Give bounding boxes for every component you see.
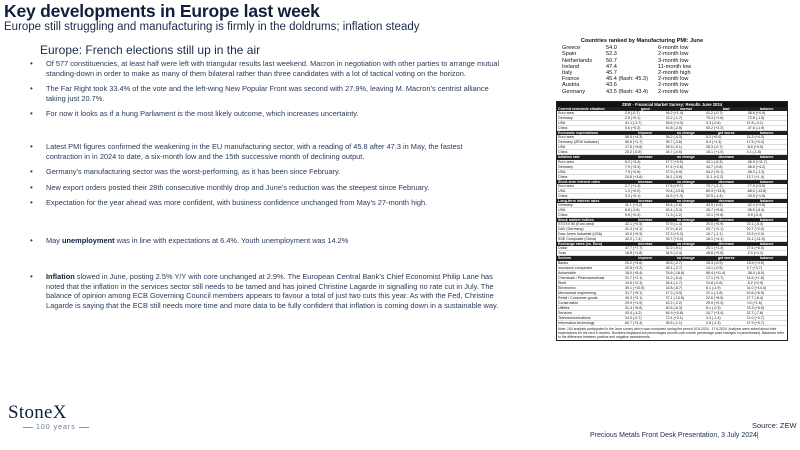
zew-cell: 37.1 (-10.6) <box>665 295 685 300</box>
zew-cell: 52.8 (-8.7) <box>665 285 683 290</box>
pmi-comment: 6-month low <box>658 45 689 52</box>
zew-cell: 5.1 (-1.5) <box>746 150 762 155</box>
zew-cell: 29.9 (+1.9) <box>625 300 643 305</box>
zew-column-header: no change <box>676 256 695 261</box>
zew-cell: 37.9 (-6.2) <box>665 227 683 232</box>
zew-cell: 64.1 (-5.8) <box>665 174 683 179</box>
zew-cell: 55.5 (-2.7) <box>665 260 683 265</box>
zew-row-label: Euro area <box>558 183 574 188</box>
zew-cell: 47.2 (-3.9) <box>665 290 683 295</box>
zew-cell: 8.1 (-0.3) <box>706 305 721 310</box>
pmi-country: France <box>562 76 580 83</box>
zew-cell: 13.9 (+4.5) <box>746 260 764 265</box>
zew-cell: -36.8 (+4.2) <box>746 164 766 169</box>
zew-row-label: Germany (ZEW Indicator) <box>558 140 599 145</box>
zew-row-label: Utilities <box>558 305 570 310</box>
zew-cell: 22.2 (-1.7) <box>665 116 683 121</box>
zew-row-label: Telecommunications <box>558 316 591 321</box>
bullet-item: • Of 577 constituencies, at least half were left with triangular results last weekend. Macron in negotiation with other parties to arrange mutual standing-down in order to make as many of them bilateral rather than three candidates with a lot of tactical voting on the horizon. <box>30 59 500 78</box>
zew-cell: -29.5 (+1.5) <box>746 193 766 198</box>
zew-cell: 57.9 (+5.7) <box>746 321 764 326</box>
zew-cell: 38.2 (-4.3) <box>665 135 683 140</box>
zew-cell: 29.9 (+0.3) <box>706 300 724 305</box>
zew-column-header: decrease <box>718 198 735 203</box>
zew-cell: 10.6 (+6.9) <box>746 290 764 295</box>
zew-row-label: China <box>558 126 568 131</box>
zew-cell: 17.6 (+4.6) <box>625 145 643 150</box>
zew-cell: 20.8 (+3.2) <box>625 265 643 270</box>
zew-cell: 71.3 (-1.2) <box>665 213 683 218</box>
zew-table-title: ZEW - Financial Market Survey: Results June 2024 <box>557 102 787 107</box>
zew-column-header: good <box>640 107 650 111</box>
pmi-country: Germany <box>562 88 586 95</box>
zew-section-name: Long-term interest rates <box>558 198 600 203</box>
zew-cell: 15.3 (-0.9) <box>706 260 723 265</box>
zew-row-label: Chemicals / Pharmaceuticals <box>558 275 605 280</box>
zew-cell: 22.1 (-0.4) <box>746 222 764 227</box>
zew-cell: 20.0 (+0.9) <box>706 222 724 227</box>
zew-row-label: Electronics <box>558 285 576 290</box>
zew-cell: 7.9 (+0.8) <box>625 169 641 174</box>
zew-cell: 29.4 (-13.8) <box>665 188 685 193</box>
pmi-comment: 2-month low <box>658 88 689 95</box>
zew-row-label: USA <box>558 145 566 150</box>
zew-cell: 42.2 (-7.4) <box>625 237 642 242</box>
zew-row-label: SSE Composite (China) <box>558 237 597 242</box>
pmi-value: 50.7 <box>606 57 617 64</box>
bullet-text: May <box>46 236 63 245</box>
zew-cell: 2.6 (-0.7) <box>625 111 640 116</box>
zew-column-header: decrease <box>718 242 735 247</box>
zew-cell: 44.7 (-0.8) <box>706 164 723 169</box>
zew-row-label: DAX (Germany) <box>558 227 584 232</box>
zew-survey-table <box>556 101 788 341</box>
zew-cell: 20.1 (+1.4) <box>706 246 724 251</box>
zew-cell: 43.5 (-0.6) <box>706 202 723 207</box>
bullet-list-unemployment <box>30 236 500 252</box>
zew-row-label: Dollar <box>558 246 568 251</box>
pmi-country: Netherlands <box>562 57 593 64</box>
zew-cell: -38.4 (-6.0) <box>746 270 765 275</box>
zew-cell: -46.3 (-1.3) <box>746 169 765 174</box>
bullet-item: • New export orders posted their 28th consecutive monthly drop and June’s reduction was the steepest since February. <box>30 183 500 193</box>
zew-cell: 50.6 (+1.7) <box>625 140 643 145</box>
zew-cell: 72.4 (+2.1) <box>665 316 683 321</box>
zew-cell: 40.3 (+2.1) <box>625 295 643 300</box>
zew-row-label: Germany <box>558 164 573 169</box>
zew-cell: -5.2 (+2.9) <box>746 280 764 285</box>
bullet-item-unemployment <box>30 236 500 246</box>
zew-cell: 65.1 (-2.7) <box>665 265 683 270</box>
zew-cell: 64.5 (-2.4) <box>665 251 683 256</box>
zew-cell: 55.4 (-1.7) <box>665 280 683 285</box>
pmi-country: Austria <box>562 82 580 89</box>
pmi-table-rows <box>562 45 722 95</box>
zew-row-label: USA <box>558 169 566 174</box>
zew-cell: 24.8 (-0.6) <box>706 280 723 285</box>
zew-row-label: Germany <box>558 202 573 207</box>
zew-cell: 10.7 (+3.4) <box>706 310 724 315</box>
zew-cell: 31.7 (+1.1) <box>625 275 643 280</box>
zew-column-header: no change <box>676 131 695 136</box>
zew-cell: 0.0 (+1.6) <box>746 300 762 305</box>
bullet-item: • Expectation for the year ahead was more confident, with business confidence unchanged from May’s 27-month high. <box>30 198 500 208</box>
zew-cell: 17.7 (-6.4) <box>746 295 764 300</box>
zew-cell: -38.6 (+0.0) <box>746 111 766 116</box>
zew-cell: 21.1 (-1.8) <box>706 290 723 295</box>
zew-row-label: China <box>558 174 568 179</box>
zew-column-header: increase <box>637 179 653 184</box>
zew-cell: 26.3 (-0.7) <box>706 145 723 150</box>
zew-cell: 23.3 (+6.9) <box>746 305 764 310</box>
zew-cell: 47.7 (+0.9) <box>665 159 683 164</box>
zew-cell: 75.3 (+1.6) <box>706 116 724 121</box>
bullet-item-inflation <box>30 272 500 310</box>
zew-column-header: decrease <box>718 179 735 184</box>
zew-cell: 18.0 (+5.4) <box>625 270 643 275</box>
pmi-value: 43.6 <box>606 82 617 89</box>
zew-cell: 8.1 (-1.9) <box>706 285 721 290</box>
pmi-comment: 2-month low <box>658 82 689 89</box>
zew-column-header: get worse <box>717 131 735 136</box>
zew-cell: 14.1 (-0.5) <box>706 265 723 270</box>
zew-row-label: Euro area <box>558 135 574 140</box>
zew-row-label: China <box>558 213 568 218</box>
zew-row-label: Steel <box>558 280 567 285</box>
zew-row-label: USA <box>558 121 566 126</box>
zew-cell: 11.1 (+2.2) <box>706 174 724 179</box>
zew-cell: 19.6 (+2.3) <box>625 280 643 285</box>
zew-row-label: Germany <box>558 116 573 121</box>
zew-column-header: bad <box>723 107 730 111</box>
pmi-value: 45.4 (flash: 45.3) <box>606 76 648 83</box>
zew-column-header: no change <box>676 242 695 247</box>
zew-cell: 13.7 (+1.4) <box>746 174 764 179</box>
pmi-country: Italy <box>562 70 573 77</box>
zew-row-label: Yuan <box>558 251 567 256</box>
zew-cell: 6.7 (+3.7) <box>746 265 762 270</box>
logo-tagline: 100 years <box>20 424 92 431</box>
zew-cell: 51.2 (-5.4) <box>665 275 683 280</box>
zew-column-header: balance <box>760 242 774 247</box>
bullet-keyword: unemployment <box>62 236 115 245</box>
zew-cell: 42.1 (+0.5) <box>625 222 643 227</box>
zew-row-label: USA <box>558 207 566 212</box>
zew-cell: -77.0 (+3.5) <box>746 183 766 188</box>
zew-cell: 60.7 (+3.4) <box>625 321 643 326</box>
zew-section-name: Exchange rates (vs. Euro) <box>558 242 603 247</box>
zew-row-label: Insurance companies <box>558 265 593 270</box>
pmi-value: 47.4 <box>606 63 617 70</box>
zew-cell: 59.9 (-0.1) <box>665 145 683 150</box>
pmi-ranking-table <box>562 38 722 95</box>
zew-row-label: Dow Jones Industrial (USA) <box>558 232 603 237</box>
zew-cell: -36.9 (-6.4) <box>746 207 765 212</box>
zew-row-label: Euro area <box>558 111 574 116</box>
zew-cell: -68.0 (-13.8) <box>746 188 767 193</box>
zew-cell: 2.5 (+0.1) <box>625 116 641 121</box>
zew-cell: 21.0 (+0.7) <box>746 316 764 321</box>
zew-cell: 47.4 (+2.6) <box>665 164 683 169</box>
zew-cell: 51.3 (+4.3) <box>746 135 764 140</box>
zew-column-header: balance <box>760 198 774 203</box>
source-label: Source: ZEW <box>752 421 797 430</box>
zew-cell: 45.4 (-5.3) <box>665 207 683 212</box>
zew-section-name: Economic expectations <box>558 131 599 136</box>
zew-cell: 19.1 (+0.8) <box>706 213 724 218</box>
zew-cell: 32.7 (-7.6) <box>746 310 764 315</box>
zew-cell: 64.5 (+1.3) <box>665 193 683 198</box>
zew-cell: 69.3 (+13.8) <box>706 188 726 193</box>
footer-text: Precious Metals Front Desk Presentation, 3 July 2024| <box>590 432 759 439</box>
zew-row-label: Services <box>558 310 572 315</box>
zew-section-name: Stock market indices <box>558 218 594 223</box>
zew-cell: 9.6 (+0.4) <box>625 213 641 218</box>
zew-cell: 22.6 (+8.5) <box>706 295 724 300</box>
pmi-country: Ireland <box>562 63 580 70</box>
zew-cell: 40.2 (-2.2) <box>665 300 683 305</box>
zew-column-header: balance <box>760 179 774 184</box>
zew-cell: 27.6 (+6.3) <box>746 246 764 251</box>
stonex-logo: StoneX <box>8 402 67 423</box>
zew-cell: 3.0 (+0.1) <box>625 193 641 198</box>
zew-cell: 46.9 (+0.8) <box>665 310 683 315</box>
zew-cell: 24.1 (-11.5) <box>746 237 765 242</box>
zew-column-header: increase <box>637 155 653 160</box>
zew-cell: 3.3 (-1.4) <box>706 316 721 321</box>
zew-cell: 16.8 (+1.8) <box>625 251 643 256</box>
zew-cell: 37.8 (-3.1) <box>746 121 764 126</box>
pmi-value: 45.7 <box>606 70 617 77</box>
zew-row-label: China <box>558 193 568 198</box>
zew-cell: 37.9 (-0.9) <box>665 169 683 174</box>
zew-cell: 39.7 (+3.3) <box>665 237 683 242</box>
pmi-comment: 2-month high <box>658 70 691 77</box>
zew-column-header: balance <box>760 155 774 160</box>
pmi-value: 43.5 (flash: 43.4) <box>606 88 648 95</box>
zew-row-label: China <box>558 150 568 155</box>
zew-cell: 60.5 (-6.3) <box>665 305 683 310</box>
zew-cell: 29.2 (+3.6) <box>625 260 643 265</box>
zew-cell: 45.7 (+5.8) <box>706 207 724 212</box>
zew-cell: 18.1 (+4.1) <box>706 237 724 242</box>
zew-row-label: Retail / Consumer goods <box>558 295 598 300</box>
zew-cell: 2.7 (+1.4) <box>625 183 641 188</box>
zew-cell: 32.2 (-9.1) <box>665 246 683 251</box>
zew-row-label: Mechanical engineering <box>558 290 596 295</box>
zew-cell: -2.0 (+1.2) <box>746 251 764 256</box>
zew-cell: 43.1 (-6.3) <box>706 159 723 164</box>
zew-column-header: no change <box>676 198 695 203</box>
zew-column-header: balance <box>760 218 774 223</box>
zew-cell: 17.6 (+0.7) <box>665 183 683 188</box>
zew-cell: 37.9 (-1.4) <box>665 222 683 227</box>
zew-cell: 40.8 (-2.5) <box>665 126 683 131</box>
zew-cell: 35.7 (-3.6) <box>665 140 683 145</box>
zew-cell: 8.4 (+1.3) <box>706 140 722 145</box>
zew-cell: 2.8 (-2.3) <box>706 321 721 326</box>
zew-table-note: Note: 154 analysts participated in the June survey which was conducted during the period 10.6.2024 - 17.6.2024. Analysts were asked about their expectations for the next 6 months. Numbers displayed are percentages (month-over-month percentage point changes in parentheses). Balances refer to the difference between positive and negative assessments. <box>558 327 784 340</box>
zew-column-header: improve <box>638 256 653 261</box>
zew-cell: 32.5 (-1.4) <box>706 193 723 198</box>
zew-row-label: Information technology <box>558 321 595 326</box>
zew-cell: 79.7 (-2.1) <box>706 183 723 188</box>
zew-cell: 23.3 (+2.0) <box>746 232 764 237</box>
zew-cell: 20.2 (-0.5) <box>625 150 642 155</box>
zew-column-header: increase <box>637 218 653 223</box>
zew-cell: -8.5 (+4.5) <box>746 145 764 150</box>
zew-table-body <box>557 107 787 326</box>
zew-column-header: balance <box>760 131 774 136</box>
zew-row-label: USA <box>558 188 566 193</box>
zew-cell: 17.1 (+0.7) <box>706 275 724 280</box>
bullet-list-pmi <box>30 142 500 214</box>
zew-column-header: no change <box>676 218 695 223</box>
zew-row-label: Banks <box>558 260 568 265</box>
page-subtitle: Europe still struggling and manufacturing is firmly in the doldrums; inflation steady <box>4 21 420 33</box>
zew-cell: -72.8 (-1.5) <box>746 116 765 121</box>
pmi-table-title: Countries ranked by Manufacturing PMI: June <box>580 38 704 44</box>
zew-cell: 18.8 (+0.6) <box>706 251 724 256</box>
bullet-list-elections <box>30 59 500 125</box>
bullet-list-inflation <box>30 272 500 316</box>
zew-cell: 5.6 (+0.3) <box>625 126 641 131</box>
bullet-keyword: Inflation <box>46 272 75 281</box>
zew-column-header: balance <box>760 107 774 111</box>
zew-cell: 56.5 (+4.3) <box>625 135 643 140</box>
zew-cell: 20.7 (+2.0) <box>746 227 764 232</box>
zew-cell: 31.4 (+6.6) <box>625 305 643 310</box>
bullet-item: • The Far Right took 33.4% of the vote and the left-wing New Popular Front was second with 27.9%, leaving M. Macron’s centrist alliance taking just 20.7%. <box>30 84 500 103</box>
zew-section-name: Current economic situation <box>558 107 605 111</box>
zew-row-label: Construction <box>558 300 579 305</box>
bullet-item: • Germany’s manufacturing sector was the worst-performing, as it has been since February. <box>30 167 500 177</box>
zew-column-header: get worse <box>717 256 735 261</box>
zew-cell: 43.4 (-4.2) <box>625 310 642 315</box>
zew-cell: 5.2 (+0.0) <box>706 135 722 140</box>
zew-column-header: normal <box>679 107 692 111</box>
zew-column-header: decrease <box>718 155 735 160</box>
zew-cell: 3.3 (-0.6) <box>706 121 721 126</box>
zew-column-header: increase <box>637 198 653 203</box>
zew-cell: 25.6 (-16.8) <box>665 270 685 275</box>
bullet-text: slowed in June, posting 2.5% Y/Y with core unchanged at 2.9%. The European Central Bank’s Chief Economist Philip Lane has noted that the inflation in the services sector still needs to be tamed and has joined Christine Lagarde in signalling no rate cut in July. The balance of opinion among ECB Governing Council members appears to favour a total of just two cuts this year. As with the Fed, Christine Lagarde is saying that the ECB still needs more time and more data to be fully confident that inflation is coming down in a sustainable way. <box>46 272 499 310</box>
zew-cell: 36.5 (-1.1) <box>665 321 683 326</box>
pmi-comment: 11-month low <box>658 63 692 70</box>
zew-column-header: no change <box>676 179 695 184</box>
zew-cell: 37.3 (+0.2) <box>665 232 683 237</box>
pmi-value: 54.0 <box>606 45 617 52</box>
pmi-country: Greece <box>562 45 581 52</box>
zew-cell: 19.7 (-1.1) <box>706 232 723 237</box>
page-title: Key developments in Europe last week <box>4 1 320 21</box>
zew-cell: 20.7 (+2.1) <box>706 227 724 232</box>
zew-cell: 56.2 (+1.4) <box>665 111 683 116</box>
zew-cell: 8.8 (-0.6) <box>625 207 640 212</box>
zew-cell: 56.4 (+11.4) <box>706 270 726 275</box>
zew-cell: 41.2 (-0.7) <box>706 111 723 116</box>
zew-cell: 24.3 (-0.7) <box>625 316 642 321</box>
pmi-comment: 3-month low <box>658 57 689 64</box>
zew-cell: 64.7 (-0.6) <box>665 150 683 155</box>
section-heading: Europe: French elections still up in the air <box>40 43 261 57</box>
bullet-text: was in line with expectations at 6.4%. Youth unemployment was 14.2% <box>114 236 349 245</box>
zew-row-label: STOXX 50 (Euro area) <box>558 222 595 227</box>
zew-row-label: Automobile <box>558 270 576 275</box>
zew-section-name: Sectors <box>558 256 572 261</box>
zew-cell: -47.6 (-1.9) <box>746 126 765 131</box>
zew-cell: 1.3 (+0.0) <box>625 188 641 193</box>
pmi-row <box>562 89 722 95</box>
zew-cell: 47.7 (+7.7) <box>625 246 643 251</box>
zew-column-header: balance <box>760 256 774 261</box>
zew-column-header: improve <box>638 131 653 136</box>
zew-row-label: Euro area <box>558 159 574 164</box>
zew-cell: 54.2 (+0.1) <box>706 169 724 174</box>
zew-cell: 15.1 (+1.0) <box>706 150 724 155</box>
zew-cell: 39.1 (+10.5) <box>625 285 645 290</box>
zew-cell: 31.7 (+5.1) <box>625 290 643 295</box>
zew-column-header: no change <box>676 155 695 160</box>
zew-section-name: Inflation rate <box>558 155 580 160</box>
zew-cell: 43.0 (+0.9) <box>625 232 643 237</box>
zew-cell: 53.2 (+2.2) <box>706 126 724 131</box>
pmi-value: 52.3 <box>606 51 617 58</box>
zew-section-name: Short-term interest rates <box>558 179 600 184</box>
zew-cell: -9.5 (-0.4) <box>746 213 763 218</box>
zew-cell: -32.4 (+3.8) <box>746 202 766 207</box>
zew-cell: 55.6 (+4.3) <box>665 121 683 126</box>
pmi-country: Spain <box>562 51 577 58</box>
zew-cell: 24.8 (+3.6) <box>625 174 643 179</box>
zew-cell: 11.1 (+3.2) <box>625 202 643 207</box>
zew-cell: 14.6 (+1.8) <box>746 275 764 280</box>
zew-cell: 41.4 (+4.1) <box>625 227 643 232</box>
bullet-item: • Latest PMI figures confirmed the weakening in the EU manufacturing sector, with a reading of 45.8 after 47.3 in May, the fastest contraction in in 2024 to date, a six-month low and the 15th successive month of declining output. <box>30 142 500 161</box>
zew-column-header: decrease <box>718 218 735 223</box>
zew-cell: 31.0 (+14.4) <box>746 285 766 290</box>
pmi-comment: 2-month low <box>658 76 689 83</box>
zew-cell: 45.4 (-2.6) <box>665 202 683 207</box>
zew-cell: -36.9 (+11.7) <box>746 159 767 164</box>
zew-cell: 41.1 (-3.7) <box>625 121 642 126</box>
pmi-comment: 2-month low <box>658 51 689 58</box>
zew-column-header: increase <box>637 242 653 247</box>
zew-cell: 7.9 (+3.4) <box>625 164 641 169</box>
bullet-item: • For now it looks as if a hung Parliament is the most likely outcome, which increases uncertainty. <box>30 109 500 119</box>
zew-cell: 6.2 (+3.4) <box>625 159 641 164</box>
zew-cell: 47.5 (+0.4) <box>746 140 764 145</box>
